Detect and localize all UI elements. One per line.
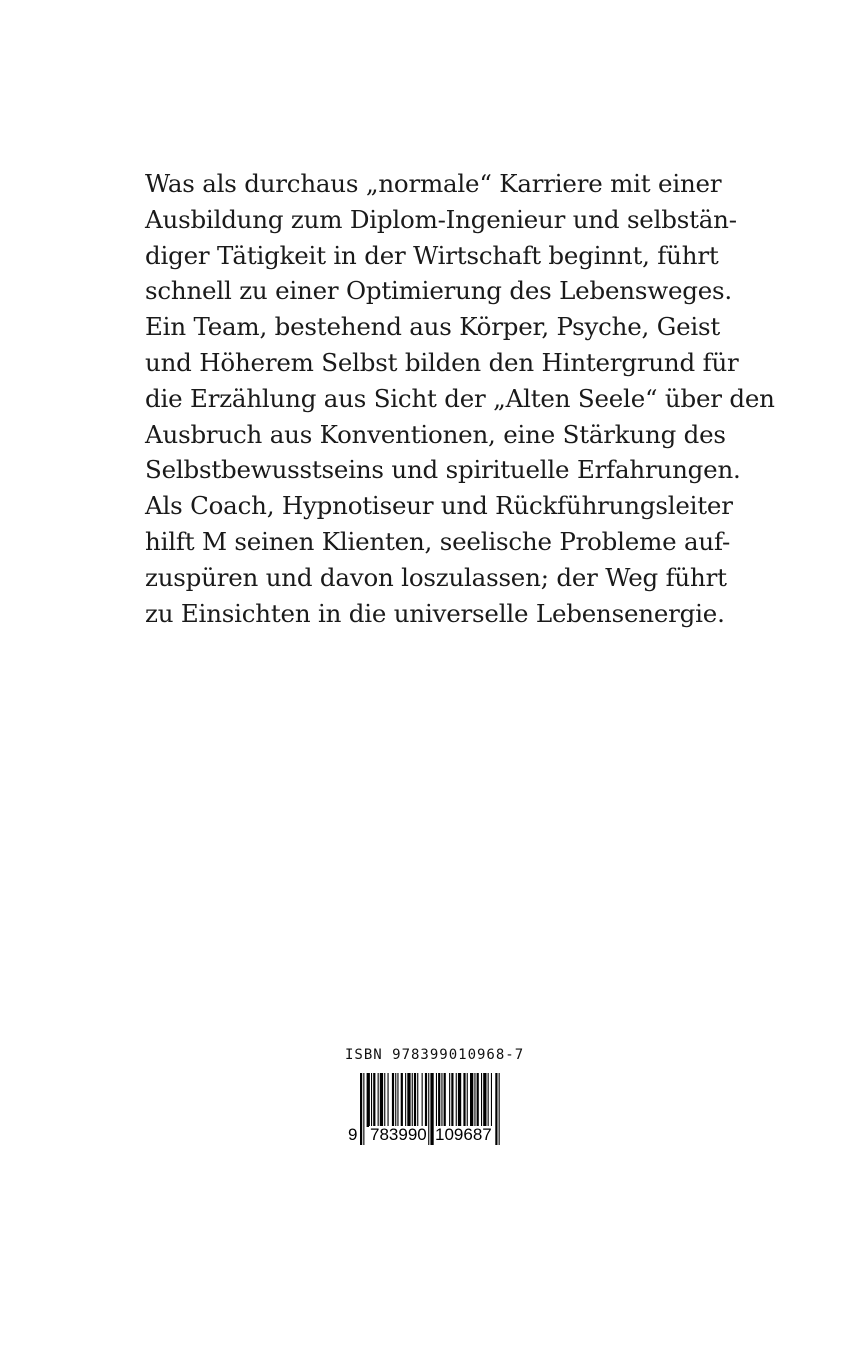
blurb-line: und Höherem Selbst bilden den Hintergrund für xyxy=(145,347,739,377)
barcode-bar xyxy=(470,1073,473,1127)
barcode-right-digits: 109687 xyxy=(435,1125,492,1144)
barcode-bar xyxy=(467,1073,468,1127)
barcode-bar xyxy=(463,1073,465,1127)
barcode-bar xyxy=(458,1073,461,1127)
barcode-bar xyxy=(444,1073,446,1127)
isbn-label: ISBN 978399010968-7 xyxy=(345,1047,525,1063)
barcode-bar xyxy=(407,1073,410,1127)
barcode-bar xyxy=(373,1073,375,1127)
barcode-bar xyxy=(451,1073,453,1127)
barcode-bar xyxy=(371,1073,372,1127)
barcode-bar xyxy=(449,1073,450,1127)
blurb-line: Ausbruch aus Konventionen, eine Stärkung des xyxy=(145,419,726,449)
barcode-bar xyxy=(438,1073,440,1127)
barcode-bar xyxy=(395,1073,396,1127)
blurb-line: Ausbildung zum Diplom-Ingenieur und selbstän- xyxy=(145,204,737,234)
barcode-bar xyxy=(417,1073,418,1127)
barcode-bar xyxy=(363,1073,364,1145)
barcode-bar xyxy=(422,1073,423,1127)
barcode-bar xyxy=(367,1073,370,1127)
barcode-bar xyxy=(436,1073,437,1127)
blurb-line: Was als durchaus „normale“ Karriere mit einer xyxy=(145,169,722,198)
barcode-bar xyxy=(397,1073,398,1127)
barcode-bar xyxy=(401,1073,403,1127)
barcode-bar xyxy=(378,1073,379,1127)
barcode-bar xyxy=(441,1073,442,1127)
blurb-line: Ein Team, bestehend aus Körper, Psyche, Geist xyxy=(145,312,721,342)
barcode-bar xyxy=(360,1073,362,1145)
barcode-bar xyxy=(488,1073,489,1127)
back-cover-blurb xyxy=(145,166,775,631)
barcode-bar xyxy=(380,1073,383,1127)
barcode-first-digit: 9 xyxy=(348,1125,358,1144)
barcode-bar xyxy=(412,1073,413,1127)
blurb-line: schnell zu einer Optimierung des Lebensweges. xyxy=(145,276,733,306)
blurb-line: zuspüren und davon loszulassen; der Weg führt xyxy=(145,562,727,592)
barcode-bar xyxy=(495,1073,497,1145)
barcode-bar xyxy=(499,1073,500,1145)
barcode-bar xyxy=(425,1073,427,1127)
barcode-bar xyxy=(428,1073,429,1145)
blurb-line: Als Coach, Hypnotiseur und Rückführungsleiter xyxy=(145,491,733,521)
blurb-line: diger Tätigkeit in der Wirtschaft beginnt, führt xyxy=(145,240,719,270)
barcode-left-digits: 783990 xyxy=(370,1125,427,1144)
barcode-bar xyxy=(474,1073,475,1127)
barcode-bar xyxy=(414,1073,416,1127)
barcode-bar xyxy=(405,1073,406,1127)
barcode-bar xyxy=(491,1073,492,1127)
barcode-bar xyxy=(384,1073,385,1127)
blurb-line: zu Einsichten in die universelle Lebensenergie. xyxy=(145,598,725,628)
barcode-bar xyxy=(456,1073,457,1127)
barcode-bar xyxy=(392,1073,394,1127)
barcode-bar xyxy=(388,1073,389,1127)
barcode-bar xyxy=(477,1073,479,1127)
blurb-line: hilft M seinen Klienten, seelische Probleme auf- xyxy=(145,526,731,556)
blurb-line: die Erzählung aus Sicht der „Alten Seele“ über den xyxy=(145,383,775,413)
barcode-bar xyxy=(483,1073,486,1127)
blurb-line: Selbstbewusstseins und spirituelle Erfahrungen. xyxy=(145,455,741,485)
barcode-bar xyxy=(481,1073,482,1127)
